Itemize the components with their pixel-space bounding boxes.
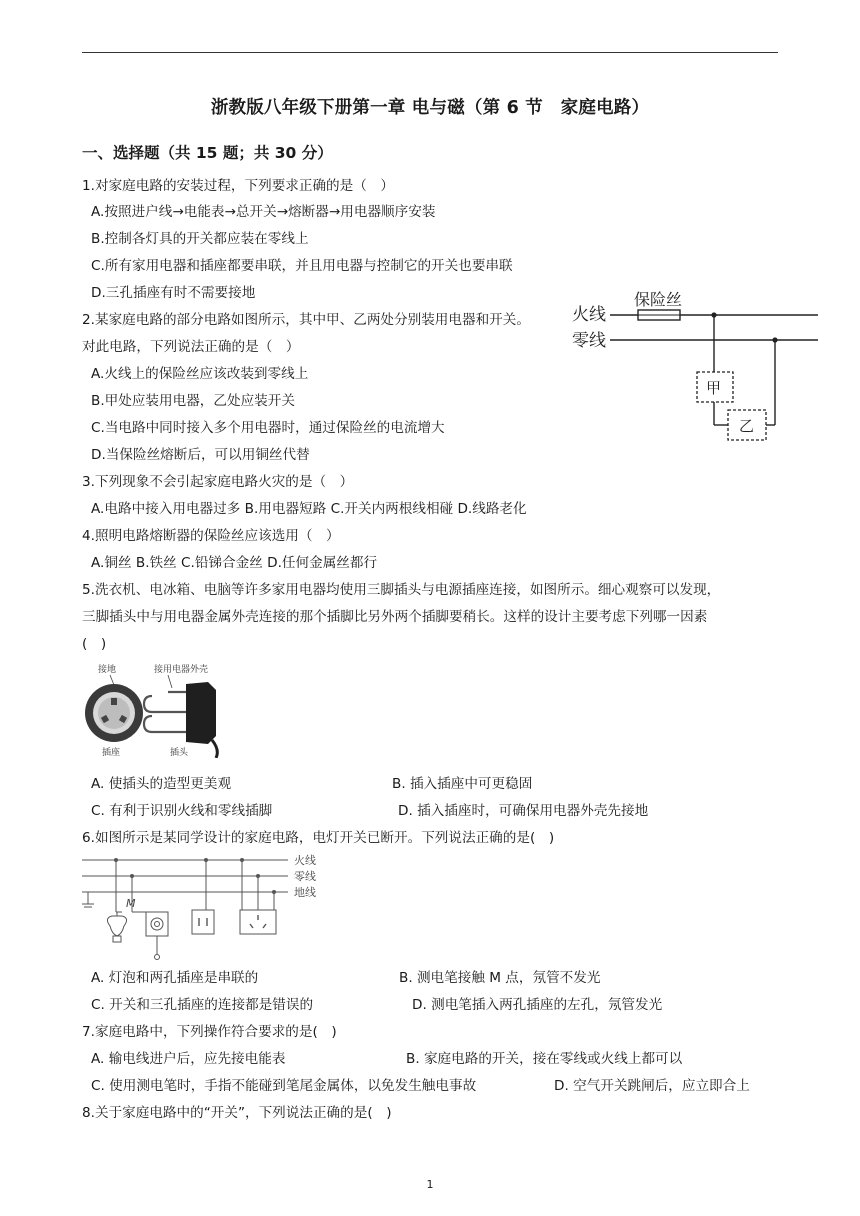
q7-option-d: D. 空气开关跳闸后，应立即合上 xyxy=(554,1078,750,1094)
q7-option-a: A. 输电线进户后，应先接电能表 xyxy=(91,1051,286,1067)
q1-option-c: C.所有家用电器和插座都要串联，并且用电器与控制它的开关也要串联 xyxy=(91,258,513,274)
q1-stem: 1.对家庭电路的安装过程，下列要求正确的是（ ） xyxy=(82,178,395,194)
q2-neutral-label: 零线 xyxy=(572,331,606,351)
q5-ground-label: 接地 xyxy=(98,665,117,675)
q4-options: A.铜丝 B.铁丝 C.铅锑合金丝 D.任何金属丝都行 xyxy=(91,555,378,571)
q6-live-label: 火线 xyxy=(294,854,316,867)
q2-fuse-label: 保险丝 xyxy=(634,290,683,309)
q6-circuit-figure xyxy=(82,852,332,962)
q5-stem-line3: ( ) xyxy=(82,636,107,652)
q1-option-a: A.按照进户线→电能表→总开关→熔断器→用电器顺序安装 xyxy=(91,204,436,220)
q1-option-b: B.控制各灯具的开关都应装在零线上 xyxy=(91,231,309,247)
q5-plug-figure xyxy=(82,658,242,758)
q2-box1-label: 甲 xyxy=(706,379,722,397)
q2-stem-line1: 2.某家庭电路的部分电路如图所示，其中甲、乙两处分别装用电器和开关。 xyxy=(82,312,530,328)
q5-option-d: D. 插入插座时，可确保用电器外壳先接地 xyxy=(398,803,649,819)
q6-option-c: C. 开关和三孔插座的连接都是错误的 xyxy=(91,997,314,1013)
q5-option-c: C. 有利于识别火线和零线插脚 xyxy=(91,803,273,819)
plug-icon xyxy=(186,682,216,744)
q6-point-label: M xyxy=(126,897,136,910)
q5-option-a: A. 使插头的造型更美观 xyxy=(91,776,232,792)
q5-stem-line2: 三脚插头中与用电器金属外壳连接的那个插脚比另外两个插脚要稍长。这样的设计主要考虑下列哪一因素 xyxy=(82,609,708,625)
q1-option-d: D.三孔插座有时不需要接地 xyxy=(91,285,256,301)
section-heading: 一、选择题（共 15 题；共 30 分） xyxy=(82,144,333,162)
header-rule xyxy=(82,52,778,53)
three-hole-socket-icon xyxy=(240,910,276,934)
q5-plug-label: 插头 xyxy=(170,748,189,758)
q6-option-a: A. 灯泡和两孔插座是串联的 xyxy=(91,970,259,986)
q6-option-b: B. 测电笔接触 M 点，氖管不发光 xyxy=(399,970,601,986)
doc-title: 浙教版八年级下册第一章 电与磁（第 6 节 家庭电路） xyxy=(210,98,650,118)
q3-stem: 3.下列现象不会引起家庭电路火灾的是（ ） xyxy=(82,474,354,490)
q2-option-a: A.火线上的保险丝应该改装到零线上 xyxy=(91,366,309,382)
q2-box2-label: 乙 xyxy=(739,417,755,435)
switch-icon xyxy=(146,912,168,936)
q7-option-c: C. 使用测电笔时，手指不能碰到笔尾金属体，以免发生触电事故 xyxy=(91,1078,477,1094)
q6-option-d: D. 测电笔插入两孔插座的左孔，氖管发光 xyxy=(412,997,663,1013)
q6-neutral-label: 零线 xyxy=(294,870,316,883)
q8-stem: 8.关于家庭电路中的“开关”，下列说法正确的是( ) xyxy=(82,1105,392,1121)
q7-stem: 7.家庭电路中，下列操作符合要求的是( ) xyxy=(82,1024,337,1040)
q2-option-d: D.当保险丝熔断后，可以用铜丝代替 xyxy=(91,447,310,463)
q5-socket-label: 插座 xyxy=(102,748,121,758)
q4-stem: 4.照明电路熔断器的保险丝应该选用（ ） xyxy=(82,528,340,544)
q5-stem-line1: 5.洗衣机、电冰箱、电脑等许多家用电器均使用三脚插头与电源插座连接，如图所示。细心观察可以发现， xyxy=(82,582,721,598)
q5-shell-label: 接用电器外壳 xyxy=(154,665,209,675)
q6-ground-label: 地线 xyxy=(294,886,316,899)
page-number: 1 xyxy=(426,1178,434,1191)
bulb-icon xyxy=(107,916,126,936)
q2-stem-line2: 对此电路，下列说法正确的是（ ） xyxy=(82,339,300,355)
q5-option-b: B. 插入插座中可更稳固 xyxy=(392,776,533,792)
q2-option-b: B.甲处应装用电器，乙处应装开关 xyxy=(91,393,295,409)
q6-stem: 6.如图所示是某同学设计的家庭电路，电灯开关已断开。下列说法正确的是( ) xyxy=(82,830,555,846)
q2-option-c: C.当电路中同时接入多个用电器时，通过保险丝的电流增大 xyxy=(91,420,445,436)
q2-live-label: 火线 xyxy=(572,305,606,325)
q3-options: A.电路中接入用电器过多 B.用电器短路 C.开关内两根线相碰 D.线路老化 xyxy=(91,501,527,517)
two-hole-socket-icon xyxy=(192,910,214,934)
q7-option-b: B. 家庭电路的开关，接在零线或火线上都可以 xyxy=(406,1051,683,1067)
q2-circuit-figure xyxy=(570,284,820,446)
